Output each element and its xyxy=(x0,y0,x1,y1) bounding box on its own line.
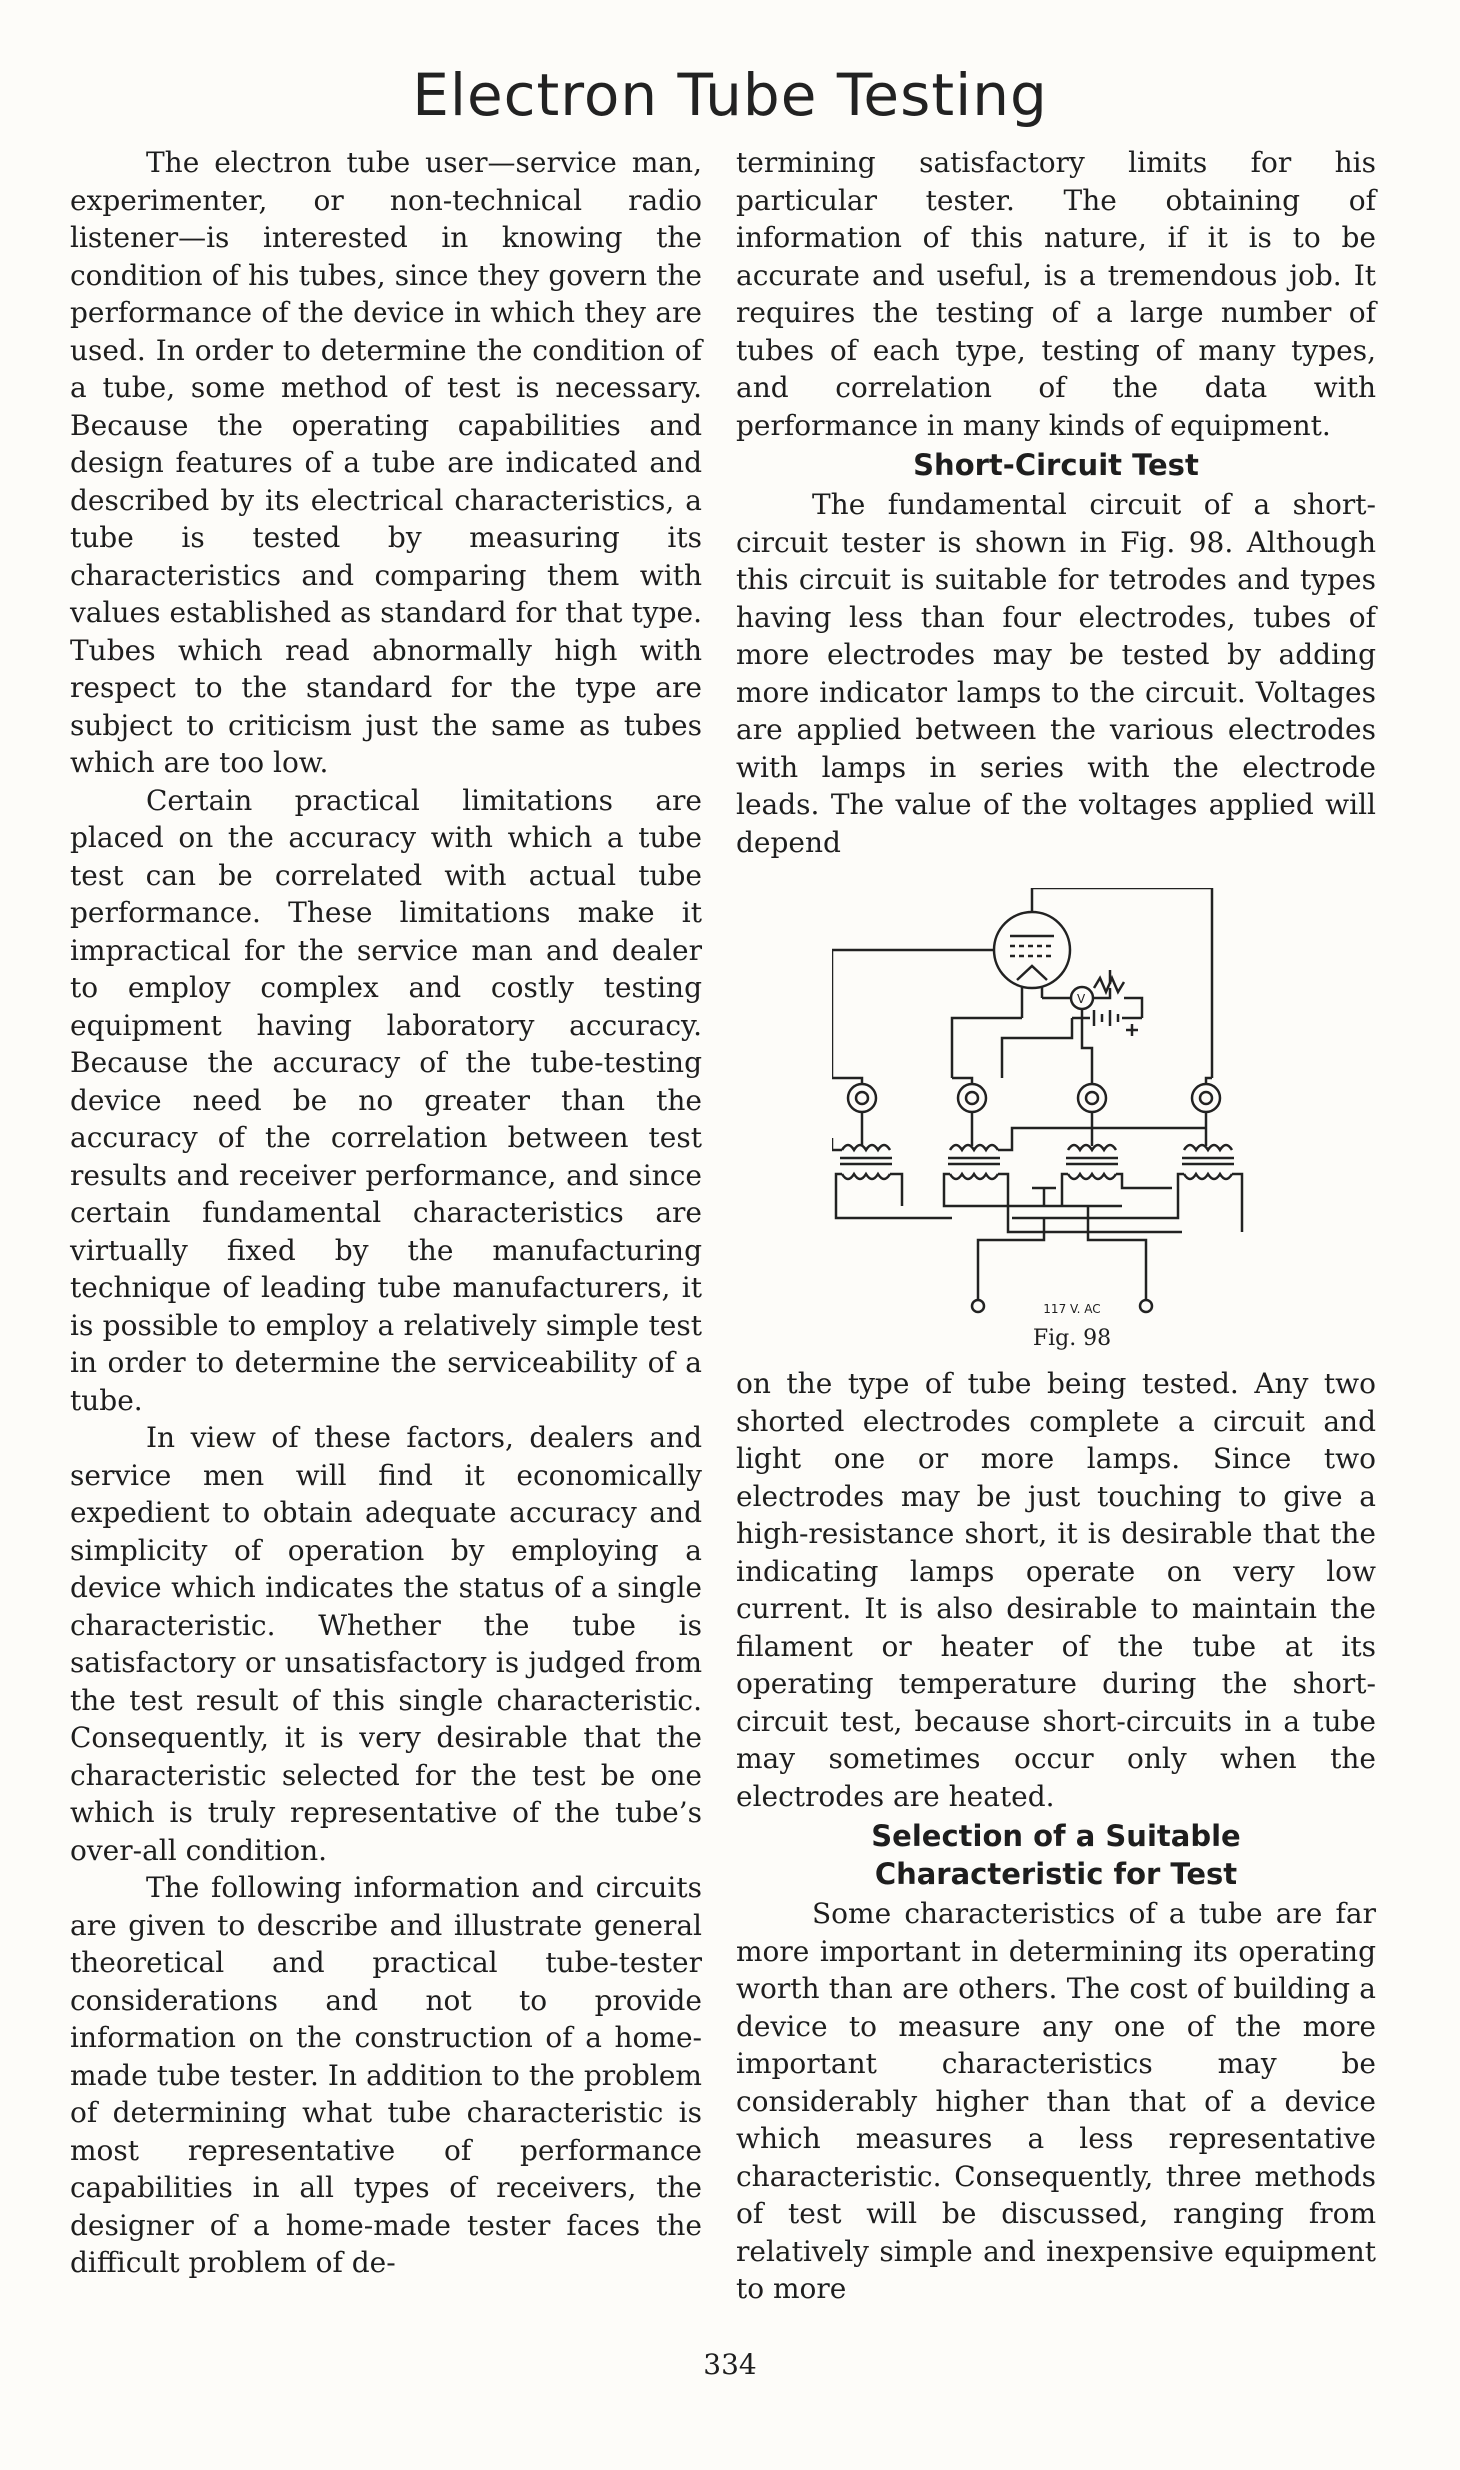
left-column xyxy=(70,144,702,2282)
paragraph: The electron tube user—service man, experimenter, or non-technical radio listener—is interested in knowing the condition of his tubes, since they govern the performance of the device in which they are used. In order to determine the condition of a tube, some method of test is necessary. Because the operating capabilities and design features of a tube are indicated and described by its electrical characteristics, a tube is tested by measuring its characteristics and comparing them with values established as standard for that type. Tubes which read abnormally high with respect to the standard for the type are subject to criticism just the same as tubes which are too low. xyxy=(70,146,702,779)
right-column-bottom xyxy=(736,1365,1376,2308)
section-heading-line: Characteristic for Test xyxy=(874,1857,1238,1891)
paragraph: The fundamental circuit of a short-circuit tester is shown in Fig. 98. Although this circuit is suitable for tetrodes and types having less than four electrodes, tubes of more electrodes may be tested by adding more indicator lamps to the circuit. Voltages are applied between the various electrodes with lamps in series with the electrode leads. The value of the voltages applied will depend xyxy=(736,488,1376,859)
indicator-lamp-icon xyxy=(958,1084,986,1112)
right-column-top xyxy=(736,144,1376,861)
paragraph: termining satisfactory limits for his particular tester. The obtaining of information of this nature, if it is to be accurate and useful, is a tremendous job. It requires the testing of a large number of tubes of each type, testing of many types, and correlation of the data with performance in many kinds of equipment. xyxy=(736,146,1376,442)
paragraph: In view of these factors, dealers and service men will find it economically expedient to obtain adequate accuracy and simplicity of operation by employing a device which indicates the status of a single characteristic. Whether the tube is satisfactory or unsatisfactory is judged from the test result of this single characteristic. Consequently, it is very desirable that the characteristic selected for the test be one which is truly representative of the tube’s over-all condition. xyxy=(70,1421,702,1867)
paragraph: The following information and circuits are given to describe and illustrate general theoretical and practical tube-tester considerations and not to provide information on the construction of a home-made tube tester. In addition to the problem of determining what tube characteristic is most representative of performance capabilities in all types of receivers, the designer of a home-made tester faces the difficult problem of de- xyxy=(70,1871,702,2279)
voltmeter-label: V xyxy=(1077,992,1086,1006)
paragraph: Some characteristics of a tube are far more important in determining its operating worth than are others. The cost of building a device to measure any one of the more important characteristics may be considerably higher than that of a device which measures a less representative characteristic. Consequently, three methods of test will be discussed, ranging from relatively simple and inexpensive equipment to more xyxy=(736,1897,1376,2305)
transformer-icon xyxy=(1182,1145,1234,1179)
section-heading-line: Selection of a Suitable xyxy=(871,1819,1241,1853)
page-title: Electron Tube Testing xyxy=(412,61,1048,129)
section-heading-short-circuit: Short-Circuit Test xyxy=(913,448,1199,482)
indicator-lamp-icon xyxy=(1192,1084,1220,1112)
figure-caption: Fig. 98 xyxy=(1032,1326,1112,1351)
figure-98 xyxy=(832,888,1312,1358)
page-number: 334 xyxy=(703,2348,757,2381)
paragraph: on the type of tube being tested. Any two shorted electrodes complete a circuit and light one or more lamps. Since two electrodes may be just touching to give a high-resistance short, it is desirable that the indicating lamps operate on very low current. It is also desirable to maintain the filament or heater of the tube at its operating temperature during the short-circuit test, because short-circuits in a tube may sometimes occur only when the electrodes are heated. xyxy=(736,1367,1376,1813)
short-circuit-tester-schematic xyxy=(832,888,1312,1358)
indicator-lamp-icon xyxy=(848,1084,876,1112)
transformer-icon xyxy=(1066,1145,1118,1179)
paragraph: Certain practical limitations are placed on the accuracy with which a tube test can be correlated with actual tube performance. These limitations make it impractical for the service man and dealer to employ complex and costly testing equipment having laboratory accuracy. Because the accuracy of the tube-testing device need be no greater than the accuracy of the correlation between test results and receiver performance, and since certain fundamental characteristics are virtually fixed by the manufacturing technique of leading tube manufacturers, it is possible to employ a relatively simple test in order to determine the serviceability of a tube. xyxy=(70,783,702,1417)
vacuum-tube-icon xyxy=(994,912,1070,988)
transformer-icon xyxy=(948,1145,1000,1179)
indicator-lamp-icon xyxy=(1078,1084,1106,1112)
transformer-icon xyxy=(840,1145,892,1179)
ac-supply-label: 117 V. AC xyxy=(1043,1302,1101,1316)
section-heading-selection xyxy=(736,1817,1376,1893)
